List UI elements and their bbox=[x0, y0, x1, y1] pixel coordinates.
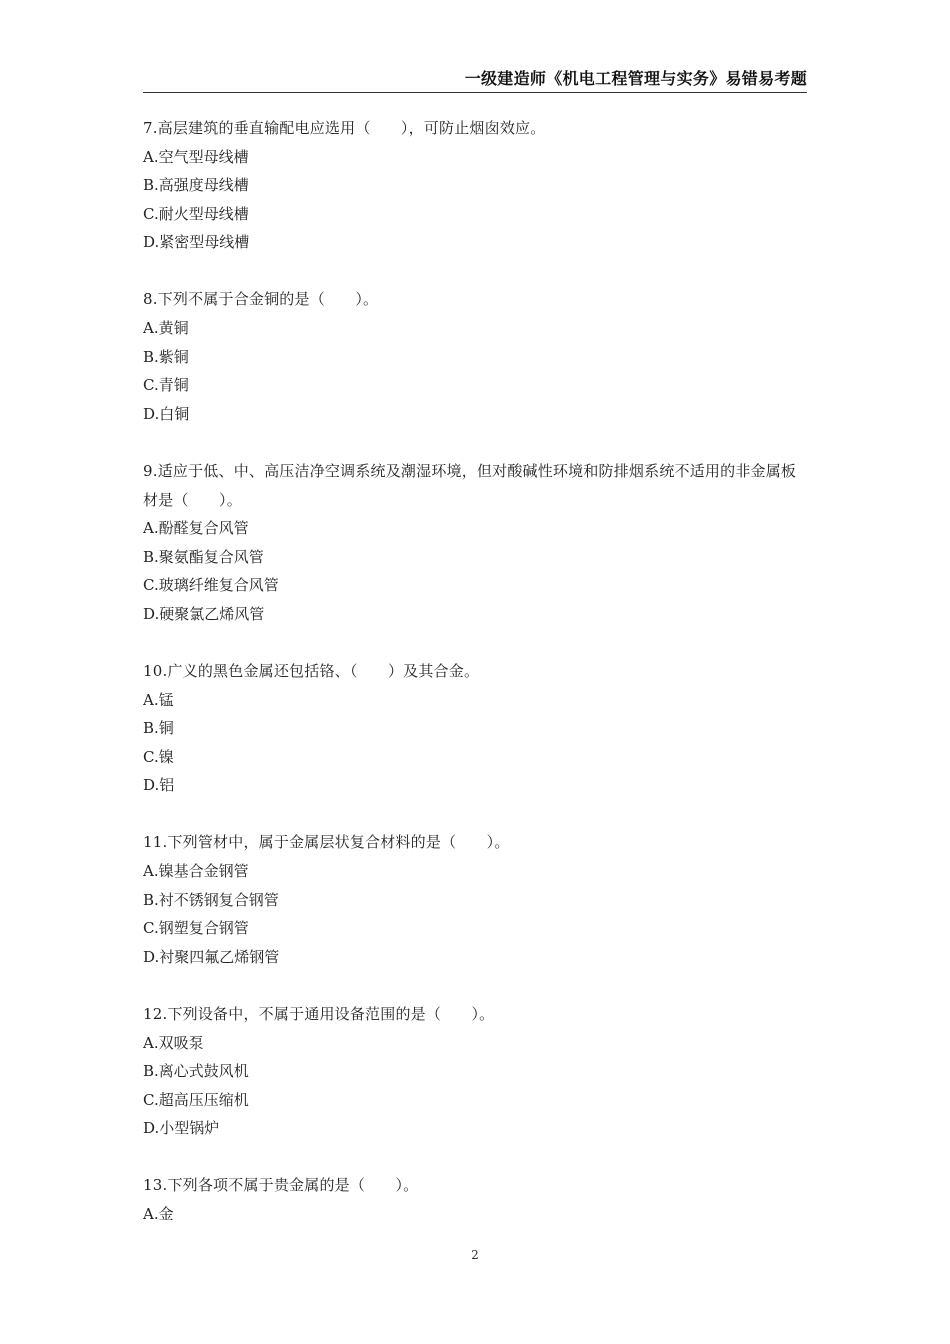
option-c: C.耐火型母线槽 bbox=[143, 204, 249, 223]
option-b: B.衬不锈钢复合钢管 bbox=[143, 890, 279, 909]
question-stem: 9.适应于低、中、高压洁净空调系统及潮湿环境，但对酸碱性环境和防排烟系统不适用的非金属板材是（ ）。 bbox=[143, 461, 797, 509]
question-12 bbox=[143, 1000, 808, 1143]
option-d: D.铝 bbox=[143, 776, 175, 795]
question-stem: 12.下列设备中，不属于通用设备范围的是（ ）。 bbox=[143, 1004, 495, 1023]
page-header bbox=[143, 64, 807, 93]
header-title: 一级建造师《机电工程管理与实务》易错易考题 bbox=[464, 69, 807, 88]
question-7 bbox=[143, 114, 808, 257]
option-d: D.小型锅炉 bbox=[143, 1119, 220, 1138]
question-stem: 7.高层建筑的垂直输配电应选用（ ），可防止烟囱效应。 bbox=[143, 119, 546, 137]
option-b: B.聚氨酯复合风管 bbox=[143, 547, 264, 566]
question-13 bbox=[143, 1171, 808, 1228]
option-a: A.金 bbox=[143, 1205, 174, 1223]
option-b: B.高强度母线槽 bbox=[143, 176, 249, 195]
option-c: C.超高压压缩机 bbox=[143, 1090, 249, 1109]
option-a: A.双吸泵 bbox=[143, 1033, 204, 1052]
option-c: C.镍 bbox=[143, 747, 174, 766]
option-b: B.铜 bbox=[143, 719, 174, 738]
question-stem: 10.广义的黑色金属还包括铬、（ ）及其合金。 bbox=[143, 662, 480, 680]
question-stem: 8.下列不属于合金铜的是（ ）。 bbox=[143, 290, 379, 309]
option-c: C.青铜 bbox=[143, 376, 189, 395]
question-10 bbox=[143, 657, 808, 800]
question-stem: 11.下列管材中，属于金属层状复合材料的是（ ）。 bbox=[143, 833, 510, 852]
option-a: A.空气型母线槽 bbox=[143, 147, 249, 166]
question-8 bbox=[143, 285, 808, 428]
option-a: A.酚醛复合风管 bbox=[143, 519, 249, 538]
question-11 bbox=[143, 828, 808, 971]
option-d: D.白铜 bbox=[143, 404, 190, 423]
option-d: D.衬聚四氟乙烯钢管 bbox=[143, 947, 280, 966]
question-9 bbox=[143, 457, 808, 629]
option-d: D.紧密型母线槽 bbox=[143, 233, 250, 252]
option-c: C.钢塑复合钢管 bbox=[143, 919, 249, 938]
option-b: B.离心式鼓风机 bbox=[143, 1062, 249, 1081]
option-a: A.镍基合金钢管 bbox=[143, 862, 249, 881]
option-b: B.紫铜 bbox=[143, 347, 189, 366]
option-a: A.黄铜 bbox=[143, 319, 189, 338]
option-c: C.玻璃纤维复合风管 bbox=[143, 576, 279, 595]
page-number: 2 bbox=[471, 1248, 479, 1262]
question-list bbox=[143, 114, 808, 1257]
option-a: A.锰 bbox=[143, 690, 174, 709]
option-d: D.硬聚氯乙烯风管 bbox=[143, 604, 265, 623]
question-stem: 13.下列各项不属于贵金属的是（ ）。 bbox=[143, 1176, 419, 1195]
